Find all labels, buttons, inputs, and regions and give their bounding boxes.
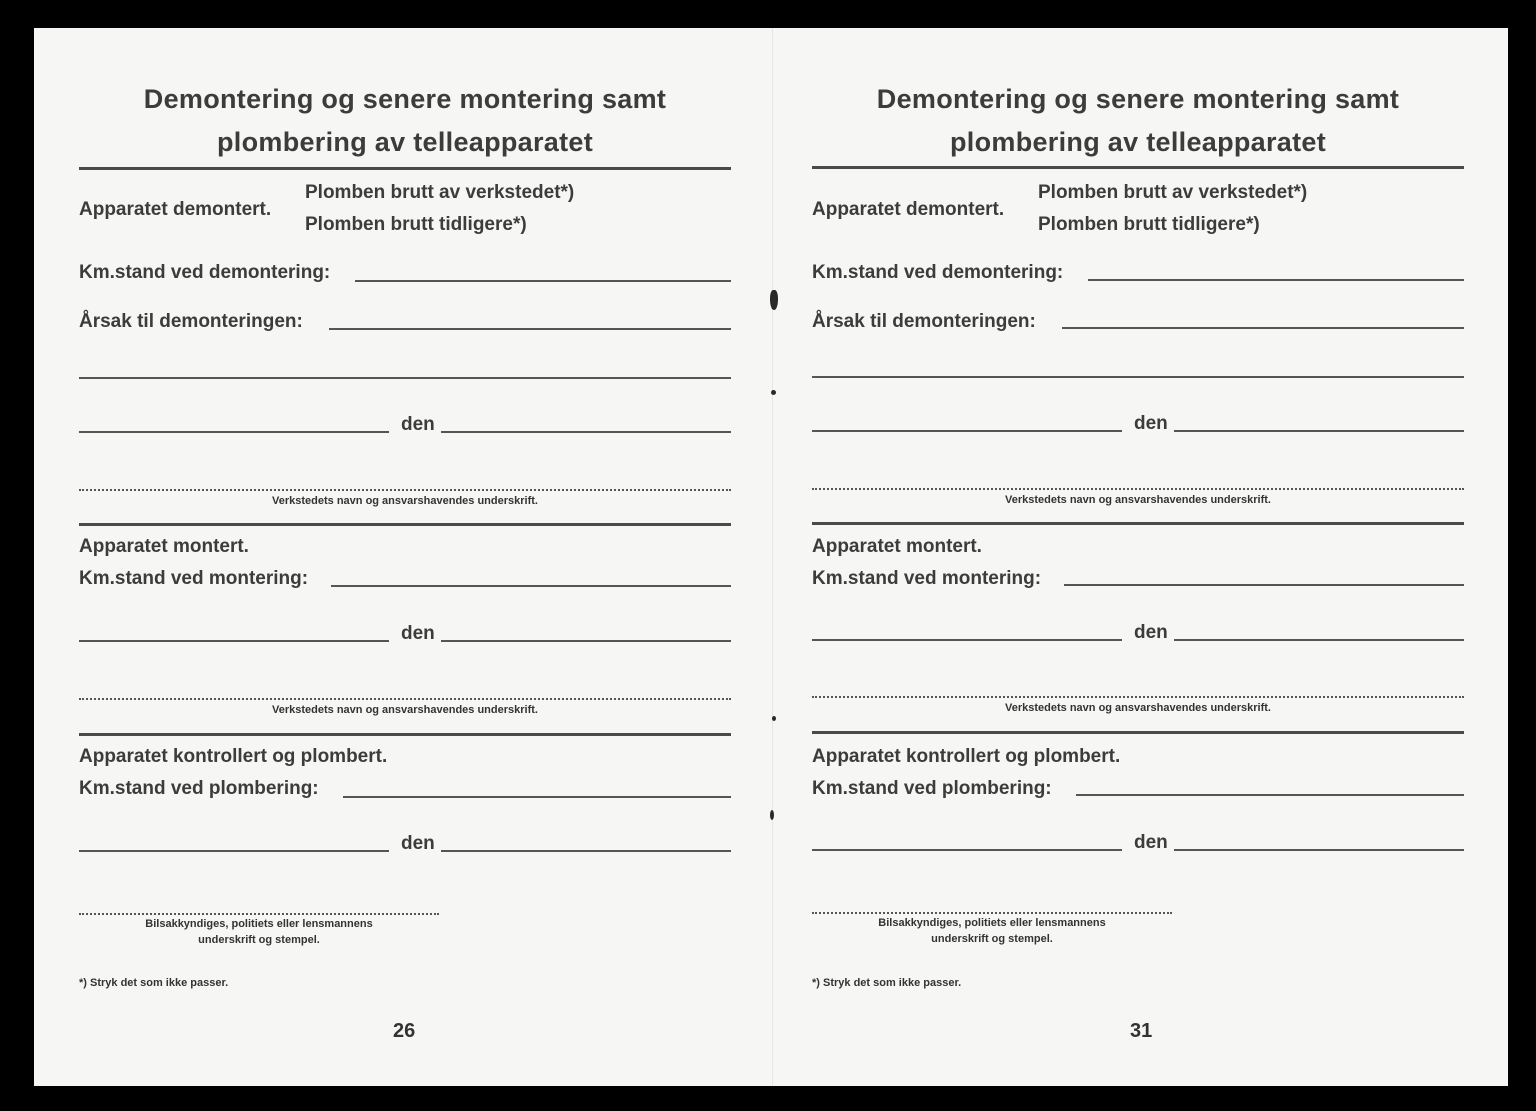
signature-field[interactable] — [812, 696, 1464, 698]
signature-field[interactable] — [812, 488, 1464, 490]
center-fold — [772, 28, 773, 1086]
form-title-line: plombering av telleapparatet — [217, 127, 593, 157]
plomben-verksted-option[interactable]: Plomben brutt av verkstedet*) — [1038, 182, 1308, 203]
km-plombering-label: Km.stand ved plombering: — [79, 778, 319, 799]
km-montering-label: Km.stand ved montering: — [812, 568, 1042, 589]
km-montering-field[interactable] — [1064, 584, 1464, 586]
section-rule — [812, 731, 1464, 734]
apparatet-demontert-label: Apparatet demontert. — [79, 199, 272, 220]
km-demontering-field[interactable] — [355, 280, 731, 282]
den-label: den — [401, 623, 435, 644]
date-field[interactable] — [441, 850, 731, 852]
apparatet-montert-label: Apparatet montert. — [79, 536, 249, 557]
apparatet-kontrollert-label: Apparatet kontrollert og plombert. — [79, 746, 388, 767]
km-demontering-label: Km.stand ved demontering: — [79, 262, 331, 283]
ink-speck — [771, 390, 776, 395]
arsak-field[interactable] — [1062, 327, 1464, 329]
km-demontering-label: Km.stand ved demontering: — [812, 262, 1064, 283]
signature-caption: Verkstedets navn og ansvarshavendes underskrift. — [1005, 702, 1271, 714]
form-page-left — [79, 28, 731, 1086]
official-signature-caption: underskrift og stempel. — [198, 934, 320, 946]
ink-speck — [772, 716, 776, 721]
signature-field[interactable] — [79, 698, 731, 700]
form-title — [812, 78, 1464, 164]
arsak-label: Årsak til demonteringen: — [79, 311, 303, 332]
den-label: den — [1134, 622, 1168, 643]
place-field[interactable] — [812, 430, 1122, 432]
form-title-line: Demontering og senere montering samt — [876, 84, 1400, 114]
signature-caption: Verkstedets navn og ansvarshavendes underskrift. — [1005, 494, 1271, 506]
section-rule — [79, 167, 731, 170]
signature-field[interactable] — [79, 489, 731, 491]
official-signature-field[interactable] — [79, 913, 439, 915]
km-montering-field[interactable] — [331, 585, 731, 587]
place-field[interactable] — [812, 849, 1122, 851]
km-plombering-label: Km.stand ved plombering: — [812, 778, 1052, 799]
plomben-verksted-option[interactable]: Plomben brutt av verkstedet*) — [305, 182, 575, 203]
page-number: 31 — [1130, 1020, 1153, 1042]
den-label: den — [401, 833, 435, 854]
booklet-spread — [34, 28, 1508, 1086]
apparatet-kontrollert-label: Apparatet kontrollert og plombert. — [812, 746, 1121, 767]
apparatet-demontert-label: Apparatet demontert. — [812, 199, 1005, 220]
footnote: *) Stryk det som ikke passer. — [812, 977, 962, 989]
date-field[interactable] — [1174, 639, 1464, 641]
arsak-label: Årsak til demonteringen: — [812, 311, 1036, 332]
date-field[interactable] — [441, 431, 731, 433]
official-signature-caption: Bilsakkyndiges, politiets eller lensmannens — [145, 918, 373, 930]
apparatet-montert-label: Apparatet montert. — [812, 536, 982, 557]
form-title — [79, 78, 731, 164]
km-plombering-field[interactable] — [1076, 794, 1464, 796]
den-label: den — [401, 414, 435, 435]
km-montering-label: Km.stand ved montering: — [79, 568, 309, 589]
km-plombering-field[interactable] — [343, 796, 731, 798]
plomben-tidligere-option[interactable]: Plomben brutt tidligere*) — [1038, 214, 1260, 235]
page-number: 26 — [393, 1020, 416, 1042]
section-rule — [812, 166, 1464, 169]
signature-caption: Verkstedets navn og ansvarshavendes underskrift. — [272, 704, 538, 716]
place-field[interactable] — [79, 431, 389, 433]
form-page-right — [812, 28, 1464, 1086]
official-signature-caption: underskrift og stempel. — [931, 933, 1053, 945]
ink-speck — [770, 290, 778, 310]
section-rule — [79, 733, 731, 736]
arsak-field-continued[interactable] — [812, 376, 1464, 378]
den-label: den — [1134, 413, 1168, 434]
arsak-field[interactable] — [329, 328, 731, 330]
den-label: den — [1134, 832, 1168, 853]
arsak-field-continued[interactable] — [79, 377, 731, 379]
plomben-tidligere-option[interactable]: Plomben brutt tidligere*) — [305, 214, 527, 235]
official-signature-field[interactable] — [812, 912, 1172, 914]
date-field[interactable] — [441, 640, 731, 642]
place-field[interactable] — [79, 640, 389, 642]
footnote: *) Stryk det som ikke passer. — [79, 977, 229, 989]
form-title-line: Demontering og senere montering samt — [143, 84, 667, 114]
section-rule — [79, 523, 731, 526]
ink-speck — [770, 810, 774, 820]
section-rule — [812, 522, 1464, 525]
date-field[interactable] — [1174, 849, 1464, 851]
date-field[interactable] — [1174, 430, 1464, 432]
place-field[interactable] — [79, 850, 389, 852]
official-signature-caption: Bilsakkyndiges, politiets eller lensmannens — [878, 917, 1106, 929]
form-title-line: plombering av telleapparatet — [950, 127, 1326, 157]
signature-caption: Verkstedets navn og ansvarshavendes underskrift. — [272, 495, 538, 507]
km-demontering-field[interactable] — [1088, 279, 1464, 281]
place-field[interactable] — [812, 639, 1122, 641]
